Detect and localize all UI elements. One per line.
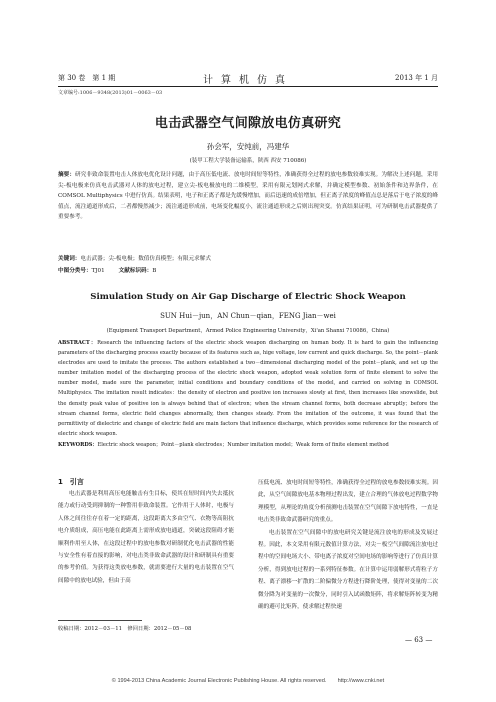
keywords-en [58, 440, 438, 450]
authors-cn: 孙会军，安纯前，冯建华 [206, 142, 290, 151]
issue-date: 2013 年 1 月 [395, 74, 438, 82]
abstract-cn [58, 170, 438, 223]
body-column-right [258, 477, 438, 613]
journal-name: 计算机仿真 [203, 75, 293, 86]
section-title: 引言 [69, 478, 84, 486]
clc-label: 中图分类号： [58, 268, 92, 274]
keywords-cn-label: 关键词： [58, 256, 81, 262]
title-cn: 电击武器空气间隙放电仿真研究 [154, 116, 342, 131]
section-heading [58, 477, 84, 487]
doc-code-label: 文献标识码： [118, 268, 153, 274]
doc-code-value: B [152, 268, 157, 274]
section-number: 1 [58, 478, 63, 486]
authors-en: SUN Hui－jun，AN Chun－qian，FENG Jian－wei [160, 312, 336, 320]
running-header [58, 72, 438, 87]
abstract-cn-text: 研究非致命装置电击人体放电优化设计问题，由于高压低电流、放电时间短等特性，准确获得全过程的放电参数较难实现。为解决上述问题，采用尖-板电极来仿真电击武器对人体的放电过程，建立尖-板电极放电的二维模型，采用有限元划网式求解，并确定模型参数、初始条件和边界条件，在 COMSOL Multiphysics 中进行仿真。结果表明，电子和正离子都是先缓慢增加，而后迅速的成倍增加，但正离子浓度的峰值点总是落后于电子浓度的峰值点，流注通道形成后，二者都慢然减少；流注通道形成前，电场变化幅度小，流注通道形成之后则出现突变。仿真结果证明，可为研制电击武器提供了重要参考。 [58, 172, 438, 221]
affiliation-en: (Equipment Transport Department，Armed Police Engineering University，Xi'an Shanxi 710086，China) [106, 328, 390, 334]
body-right-paragraph-1: 压低电流、放电时间短等特性，准确获得全过程的放电参数较难实现。因此，从空气间隙放电基本物理过程出发，建立合理的气体放电过程数学物理模型，从理论的角度分析预测电击装置在空气间隙下放电特性，一直是电击类非致命武器研究的重点。 [258, 480, 438, 524]
abstract-en-label: ABSTRACT： [58, 340, 98, 346]
received-dates: 收稿日期：2012－03－11 修回日期：2012－05－08 [58, 626, 192, 632]
affiliation-cn: (装甲工程大学装备运输系，陕西 西安 710086) [189, 158, 307, 164]
keywords-cn [58, 254, 211, 262]
article-number: 文章编号:1006－9348(2013)01－0063－03 [58, 90, 163, 96]
footnote-rule [58, 620, 142, 621]
classification-cn [58, 266, 156, 274]
abstract-en [58, 338, 438, 439]
body-right-paragraph-2: 电击装置在空气间隙中的放电研究关键是流注放电的形成及发展过程。因此，本文采用有限元数值计算方法，对尖－板空气间隙流注放电过程中的空间电场大小、带电离子浓度对空间电场的影响等进行了仿真计算分析，得到放电过程的一系列特征参数。在计算中运用弱解形式将粒子方程、离子漂移一扩散的二阶偏微分方程进行降阶处理，使得对变量的二次微分降为对变量的一次微分，同时引入试函数矩阵，将求解矩阵转变为精确的避可比矩阵，使求解过程快速 [258, 529, 438, 611]
page-number: — 63 — [405, 636, 433, 644]
abstract-cn-label: 摘要： [58, 172, 76, 178]
keywords-cn-text: 电击武器；尖-板电极；数值仿真模型；有限元求解式 [80, 256, 211, 262]
title-en: Simulation Study on Air Gap Discharge of Electric Shock Weapon [90, 292, 406, 302]
copyright-line: © 1994-2013 China Academic Journal Electronic Publishing House. All rights reserved. http://www.cnki.net [111, 678, 385, 684]
keywords-en-label: KEYWORDS： [58, 442, 98, 448]
clc-value: TJ01 [91, 268, 105, 274]
body-left-paragraph: 电击武器是利用高压电能触击有生目标，使其在短时间内失去抵抗能力或行动受到抑制的一种警用非致命装置。它作用于人体时，电极与人体之间往往存在着一定的距离，这段距离大多由空气、衣物等高阻抗电介质组成，高压电能在此距离上需形成放电通道，突破这段阻碍才能顺利作用至人体，在这段过程中的放电参数对研制优化电击武器的性能与安全性有着直接的影响，对电击类非致命武器的设计和研制具有重要的参考价值。为获得这类放电参数，就需要进行大量的电击装置在空气间隙中的放电试验，但由于高 [58, 491, 234, 584]
keywords-en-text: Electric shock weapon；Point－plank electrodes；Number imitation model；Weak form of finite element method [97, 442, 389, 448]
body-column-left [58, 488, 234, 587]
volume-issue: 第 30 卷 第 1 期 [58, 74, 116, 82]
abstract-en-text: Research the influencing factors of the electric shock weapon discharging on human body. It is hard to gain the influencing parameters of the discharging process exactly because of its features such as, hige voltage, low current and quick discharge. So, the point－plank electrodes are used to imitate the process. The authors established a two－dimensional discharging model of the point－plank, and set up the number imitation model of the discharging process of the electric shock weapon, adopted weak solution form of finite element to solve the number model, made sure the parameter, initial conditions and boundary conditions of the model, and carried on solving in COMSOL Multiphysics. The imitation result indicates：the density of electron and positive ion increases slowly at first, then increases like snowslide, but the density peak value of positive ion is always behind that of electron；when the stream channel forms, both decrease abruptly；before the stream channel forms, electric field changes abnormally, then changes steady. From the imitation of the outcome, it was found that the permittivity of dielectric and change of electric field are main factors that influence discharge, which provides some reference for the research of electric shock weapon. [58, 340, 438, 437]
